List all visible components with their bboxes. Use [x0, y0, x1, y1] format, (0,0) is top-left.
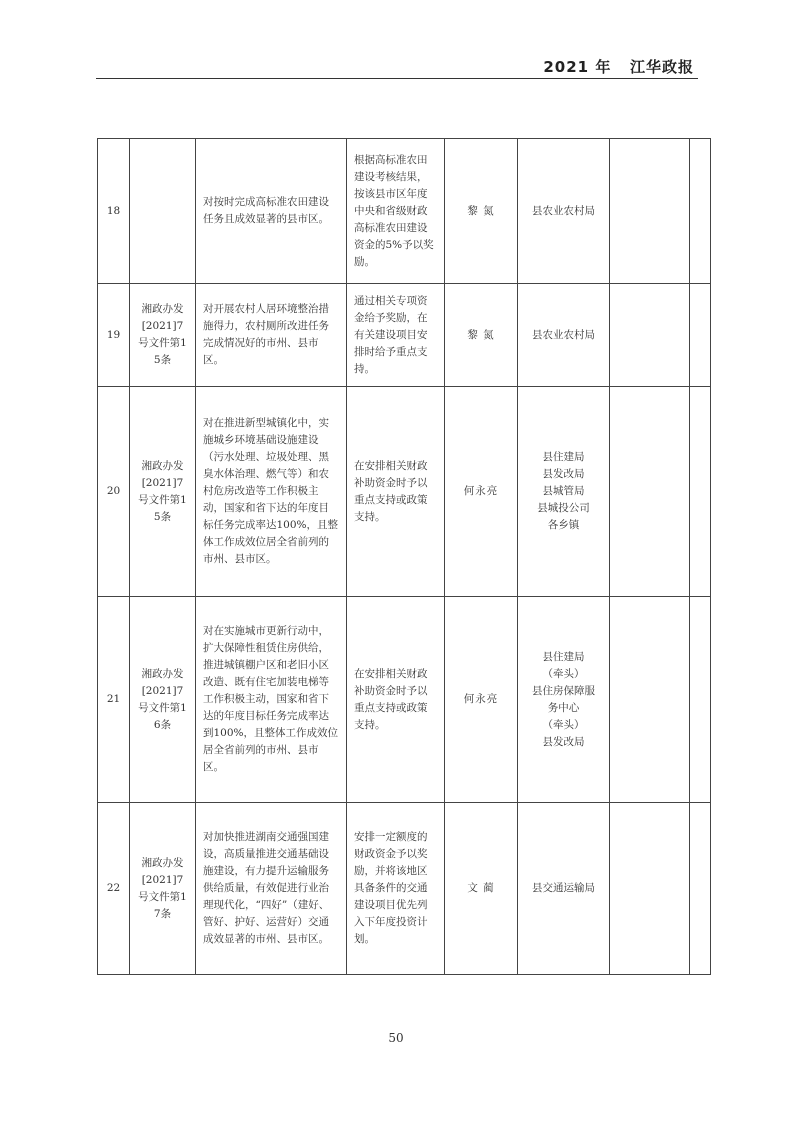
- empty-cell: [690, 597, 711, 803]
- unit-name: （牵头）: [542, 667, 585, 680]
- responsible-leader: 文 蔺: [445, 803, 518, 975]
- reward-measures: 通过相关专项资金给予奖励，在有关建设项目安排时给予重点支持。: [347, 284, 445, 387]
- empty-cell: [610, 387, 690, 597]
- reward-measures: 根据高标准农田建设考核结果，按该县市区年度中央和省级财政高标准农田建设资金的5%予以奖励。: [347, 139, 445, 284]
- policy-basis: 湘政办发[2021]7号文件第15条: [130, 387, 196, 597]
- reward-measures: 在安排相关财政补助资金时予以重点支持或政策支持。: [347, 387, 445, 597]
- unit-name: 务中心: [547, 701, 580, 714]
- empty-cell: [610, 803, 690, 975]
- responsible-leader: 黎 氮: [445, 284, 518, 387]
- responsible-units: [518, 387, 610, 597]
- empty-cell: [690, 803, 711, 975]
- table-row: [98, 387, 711, 597]
- policy-basis: 湘政办发[2021]7号文件第16条: [130, 597, 196, 803]
- header-rule: [96, 78, 698, 79]
- empty-cell: [610, 139, 690, 284]
- page-number: 50: [388, 1031, 404, 1045]
- responsible-units: [518, 597, 610, 803]
- responsible-leader: 黎 氮: [445, 139, 518, 284]
- reward-criteria: 对按时完成高标准农田建设任务且成效显著的县市区。: [196, 139, 347, 284]
- unit-name: 县住建局: [542, 451, 585, 463]
- policy-table: [97, 138, 711, 975]
- empty-cell: [690, 284, 711, 387]
- row-number: 21: [98, 597, 130, 803]
- policy-basis: 湘政办发[2021]7号文件第15条: [130, 284, 196, 387]
- unit-name: 县农业农村局: [532, 204, 595, 217]
- policy-basis: [130, 139, 196, 284]
- unit-name: 县城管局: [542, 485, 585, 497]
- row-number: 18: [98, 139, 130, 284]
- responsible-leader: 何永亮: [445, 597, 518, 803]
- policy-basis: 湘政办发[2021]7号文件第17条: [130, 803, 196, 975]
- reward-criteria: 对加快推进湖南交通强国建设，高质量推进交通基础设施建设，有力提升运输服务供给质量，有效促进行业治理现代化，“四好”（建好、管好、护好、运营好）交通成效显著的市州、县市区。: [196, 803, 347, 975]
- empty-cell: [610, 597, 690, 803]
- responsible-leader: 何永亮: [445, 387, 518, 597]
- unit-name: （牵头）: [542, 718, 585, 731]
- empty-cell: [690, 139, 711, 284]
- unit-name: 县城投公司: [537, 502, 590, 514]
- reward-criteria: 对在推进新型城镇化中，实施城乡环境基础设施建设（污水处理、垃圾处理、黑臭水体治理、燃气等）和农村危房改造等工作积极主动，国家和省下达的年度目标任务完成率达100%，且整体工作成效位居全省前列的市州、县市区。: [196, 387, 347, 597]
- reward-measures: 在安排相关财政补助资金时予以重点支持或政策支持。: [347, 597, 445, 803]
- unit-name: 县发改局: [542, 735, 585, 748]
- page-header: [96, 56, 696, 78]
- unit-name: 县发改局: [542, 468, 585, 480]
- table-row: [98, 597, 711, 803]
- reward-criteria: 对在实施城市更新行动中，扩大保障性租赁住房供给，推进城镇棚户区和老旧小区改造、既有住宅加装电梯等工作积极主动，国家和省下达的年度目标任务完成率达到100%，且整体工作成效位居全省前列的市州、县市区。: [196, 597, 347, 803]
- unit-name: 县农业农村局: [532, 328, 595, 341]
- unit-name: 县交通运输局: [532, 882, 595, 894]
- empty-cell: [610, 284, 690, 387]
- row-number: 19: [98, 284, 130, 387]
- header-title: 2021 年 江华政报: [543, 58, 694, 76]
- table-row: [98, 139, 711, 284]
- responsible-units: [518, 803, 610, 975]
- unit-name: 县住建局: [542, 650, 585, 663]
- row-number: 22: [98, 803, 130, 975]
- responsible-units: [518, 284, 610, 387]
- row-number: 20: [98, 387, 130, 597]
- reward-criteria: 对开展农村人居环境整治措施得力，农村厕所改进任务完成情况好的市州、县市区。: [196, 284, 347, 387]
- empty-cell: [690, 387, 711, 597]
- responsible-units: [518, 139, 610, 284]
- unit-name: 各乡镇: [547, 519, 580, 531]
- table-row: [98, 803, 711, 975]
- reward-measures: 安排一定额度的财政资金予以奖励，并将该地区具备条件的交通建设项目优先列入下年度投资计划。: [347, 803, 445, 975]
- table-row: [98, 284, 711, 387]
- unit-name: 县住房保障服: [532, 684, 595, 697]
